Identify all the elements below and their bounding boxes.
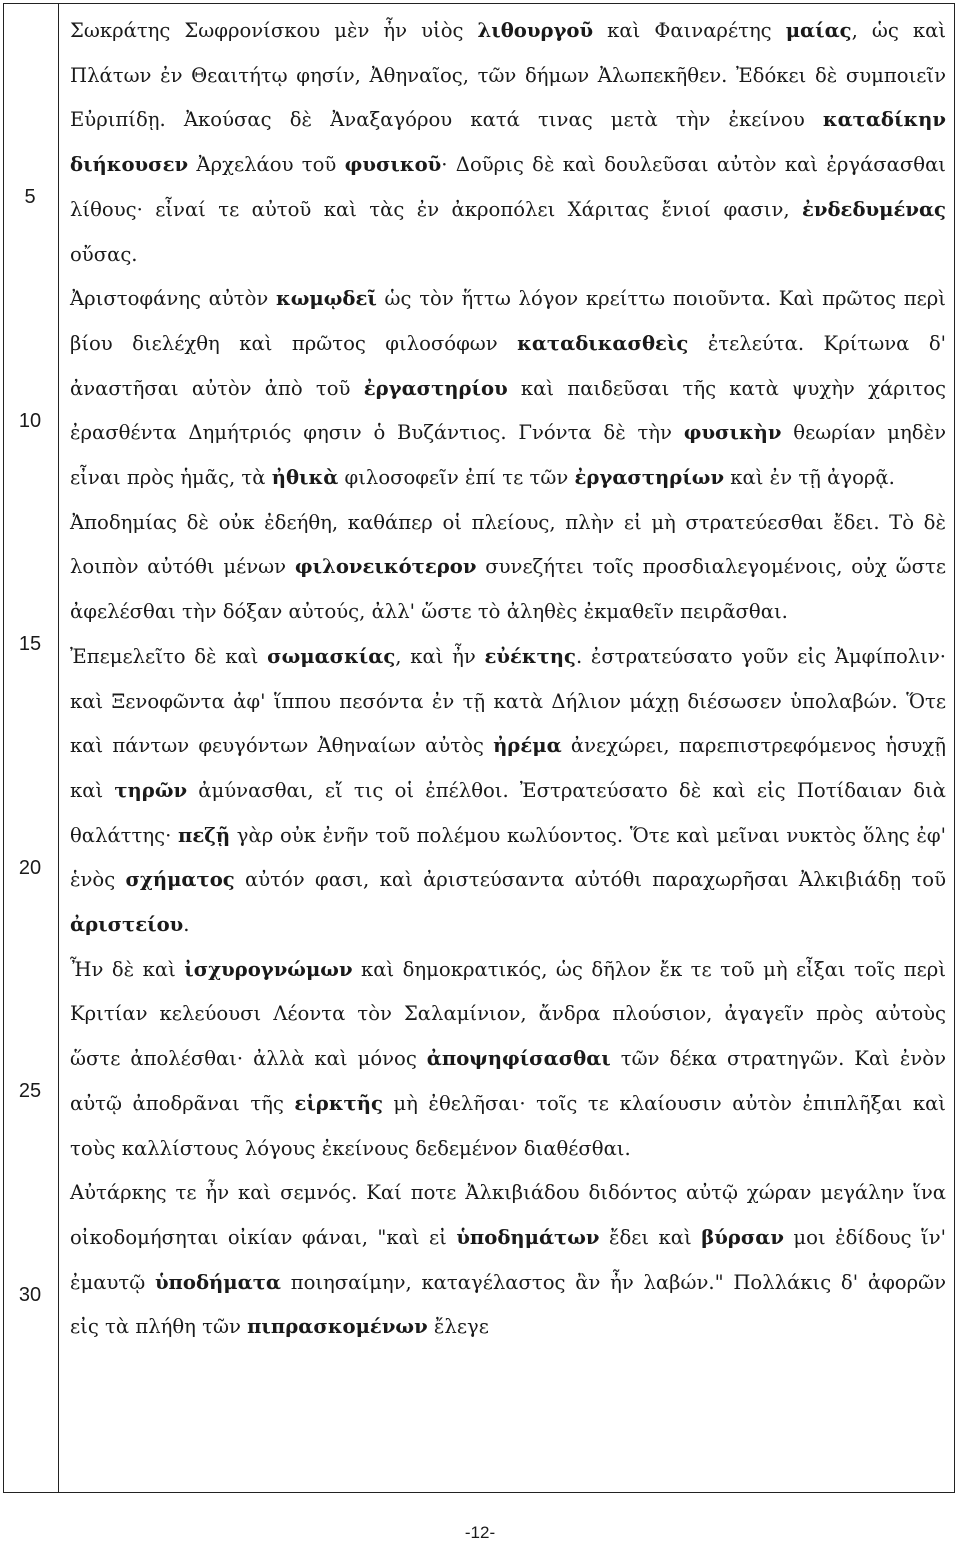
text-run: Σωκράτης Σωφρονίσκου μὲν ἦν υἱὸς [70,19,478,42]
text-frame [3,3,955,1493]
text-run: φιλοσοφεῖν ἐπί τε τῶν [338,466,575,490]
bold-term: φυσικοῦ [344,153,442,177]
text-run: Αὐτάρκης τε ἦν καὶ σεμνός. Καί ποτε Ἀλκιβιάδου διδόντος αὐτῷ χώραν μεγάλην ἵνα οἰκοδομήσηται οἰκίαν φάναι, "καὶ εἰ [70,1181,946,1249]
text-run: ποιησαίμην, καταγέλαστος ἂν ἦν λαβών." Πολλάκις δ' ἀφορῶν εἰς τὰ πλήθη τῶν [70,1270,946,1339]
text-run: Ἐπεμελεῖτο δὲ καὶ [70,644,268,668]
bold-term: καταδικασθεὶς [517,331,689,355]
line-number-divider [58,4,59,1492]
greek-text-body [70,9,946,1350]
text-run: ἔλεγε [427,1315,489,1339]
text-run: ὡς τὸν ἥττω λόγον κρείττω ποιοῦντα. Καὶ πρῶτος περὶ βίου διελέχθη καὶ πρῶτος φιλοσόφων [70,287,946,355]
text-run: μὴ ἐθελῆσαι· τοῖς τε κλαίουσιν αὐτὸν ἐπιπλῆξαι καὶ τοὺς καλλίστους λόγους ἐκείνους δεδεμένον διαθέσθαι. [70,1091,946,1160]
bold-term: τηρῶν [114,778,188,802]
bold-term: μαίας [785,19,852,42]
text-run: οὔσας. [70,242,138,266]
bold-term: ἐργαστηρίων [574,466,725,490]
text-run: ἐτελεύτα. Κρίτωνα δ' ἀναστῆσαι αὐτὸν ἀπὸ τοῦ [70,331,947,400]
bold-term: ἐργαστηρίου [363,376,508,400]
text-run: συνεζήτει τοῖς προσδιαλεγομένοις, οὐχ ὥστε ἀφελέσθαι τὴν δόξαν αὐτούς, ἀλλ' ὥστε τὸ ἀληθὲς ἐκμαθεῖν πειρᾶσθαι. [70,555,946,624]
line-number: 25 [18,1080,42,1102]
bold-term: εἱρκτῆς [294,1091,383,1115]
text-run: καὶ δημοκρατικός, ὡς δῆλον ἔκ τε τοῦ μὴ εἶξαι τοῖς περὶ Κριτίαν κελεύουσι Λέοντα τὸν Σαλαμίνιον, ἄνδρα πλούσιον, ἀγαγεῖν πρὸς αὐτοὺς ὥστε ἀπολέσθαι· ἀλλὰ καὶ μόνος [70,957,947,1071]
bold-term: σωμασκίας [267,644,396,668]
text-run: Ἀποδημίας δὲ οὐκ ἐδεήθη, καθάπερ οἱ πλείους, πλὴν εἰ μὴ στρατεύεσθαι ἔδει. Τὸ δὲ λοιπὸν αὐτόθι μένων [70,510,946,579]
bold-term: κωμῳδεῖ [276,287,377,311]
page-number: -12- [464,1523,496,1542]
paragraph [70,948,946,1172]
paragraph [70,277,946,501]
text-run: καὶ ἐν τῇ ἀγορᾷ. [724,466,895,490]
bold-term: εὐέκτης [484,644,576,668]
bold-term: πιπρασκομένων [247,1315,428,1339]
paragraph [70,635,946,948]
bold-term: λιθουργοῦ [477,19,594,42]
bold-term: ἰσχυρογνώμων [184,957,353,981]
bold-term: ἀριστείου [70,913,184,937]
line-number: 10 [18,410,42,432]
text-run: ἀμύνασθαι, εἴ τις οἱ ἐπέλθοι. Ἐστρατεύσατο δὲ καὶ εἰς Ποτίδαιαν διὰ θαλάττης· [70,778,946,847]
text-run: γὰρ οὐκ ἐνῆν τοῦ πολέμου κωλύοντος. Ὅτε καὶ μεῖναι νυκτὸς ὅλης ἐφ' ἑνὸς [70,823,946,892]
paragraph [70,501,946,635]
text-run: . [183,913,190,937]
text-run: μοι ἐδίδους ἵν' ἐμαυτῷ [70,1225,946,1294]
bold-term: φυσικὴν [683,421,782,445]
text-run: , καὶ ἦν [395,644,485,668]
text-run: καὶ παιδεῦσαι τῆς κατὰ ψυχὴν χάριτος ἐρασθέντα Δημήτριός φησιν ὁ Βυζάντιος. Γνόντα δὲ τὴν [70,376,946,445]
text-run: ἀνεχώρει, παρεπιστρεφόμενος ἡσυχῇ καὶ [70,734,946,802]
text-run: αὐτόν φασι, καὶ ἀριστεύσαντα αὐτόθι παραχωρῆσαι Ἀλκιβιάδῃ τοῦ [234,868,946,892]
text-run: · Δοῦρις δὲ καὶ δουλεῦσαι αὐτὸν καὶ ἐργάσασθαι λίθους· εἶναί τε αὐτοῦ καὶ τὰς ἐν ἀκροπόλει Χάριτας ἔνιοί φασιν, [70,153,946,221]
bold-term: ἀποψηφίσασθαι [426,1047,611,1071]
bold-term: πεζῇ [178,823,231,847]
paragraph [70,9,946,277]
bold-term: σχήματος [125,868,235,892]
bold-term: ὑποδημάτων [456,1225,600,1249]
line-number: 30 [18,1284,42,1306]
bold-term: ἐνδεδυμένας [801,197,946,221]
text-run: Ἦν δὲ καὶ [70,957,185,981]
bold-term: ἠθικὰ [271,466,339,490]
text-run: , ὡς καὶ Πλάτων ἐν Θεαιτήτῳ φησίν, Ἀθηναῖος, τῶν δήμων Ἀλωπεκῆθεν. Ἐδόκει δὲ συμποιεῖν Εὐριπίδῃ. Ἀκούσας δὲ Ἀναξαγόρου κατά τινας μετὰ τὴν ἐκείνου [70,19,947,132]
bold-term: φιλονεικότερον [294,555,477,579]
bold-term: βύρσαν [701,1225,784,1249]
paragraph [70,1171,946,1350]
text-run: θεωρίαν μηδὲν εἶναι πρὸς ἡμᾶς, τὰ [70,421,946,490]
bold-term: ὑποδήματα [154,1270,281,1294]
text-run: Ἀριστοφάνης αὐτὸν [70,287,277,311]
line-number: 15 [18,633,42,655]
text-run: καὶ Φαιναρέτης [593,19,786,42]
text-run: τῶν δέκα στρατηγῶν. Καὶ ἐνὸν αὐτῷ ἀποδρᾶναι τῆς [70,1047,946,1115]
bold-term: ἠρέμα [493,734,562,758]
line-number: 5 [24,186,36,208]
line-number: 20 [18,857,42,879]
text-run: ἔδει καὶ [599,1225,702,1249]
text-run: Ἀρχελάου τοῦ [188,153,345,177]
text-run: . ἐστρατεύσατο γοῦν εἰς Ἀμφίπολιν· καὶ Ξενοφῶντα ἀφ' ἵππου πεσόντα ἐν τῇ κατὰ Δήλιον μάχῃ διέσωσεν ὑπολαβών. Ὅτε καὶ πάντων φευγόντων Ἀθηναίων αὐτὸς [70,644,946,758]
bold-term: καταδίκην διήκουσεν [70,108,946,177]
